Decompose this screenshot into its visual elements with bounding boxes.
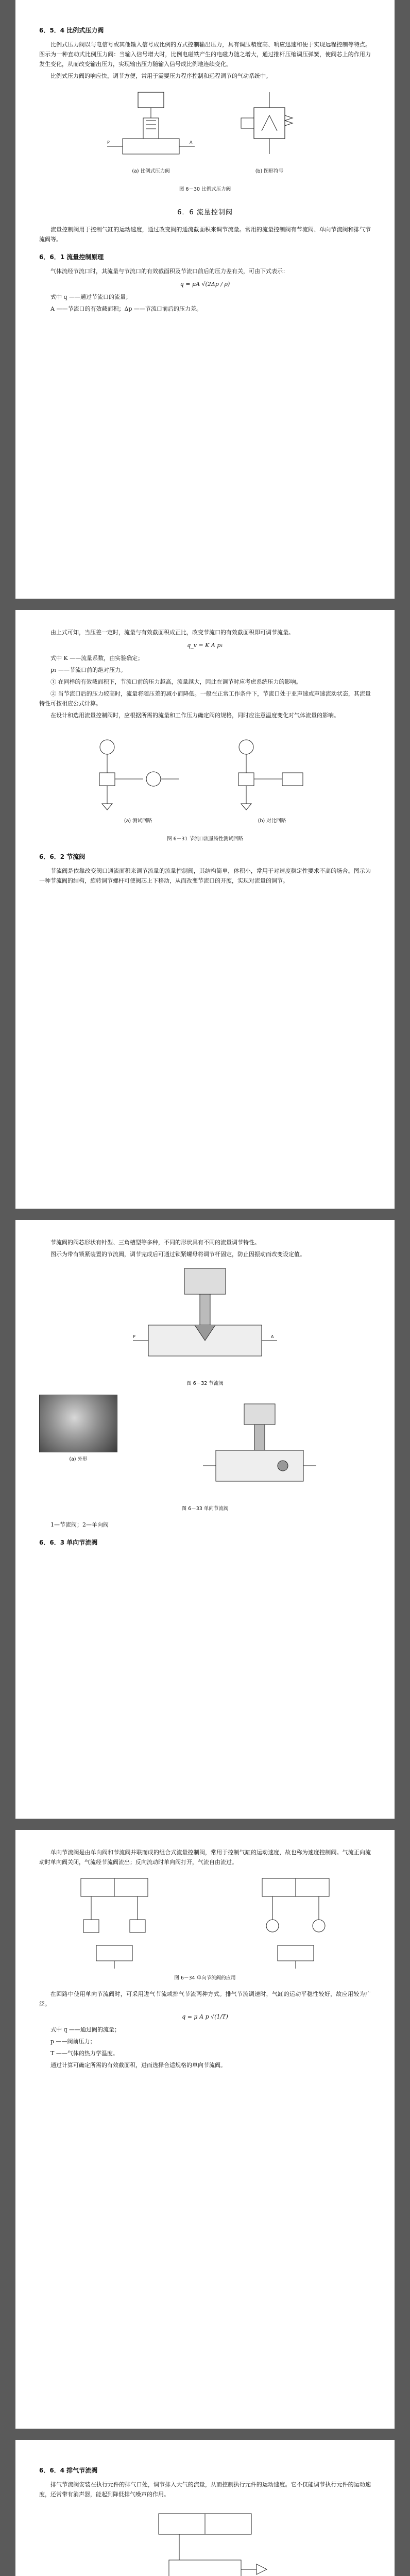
paragraph: 通过计算可确定所需的有效截面积，进而选择合适规格的单向节流阀。 [50, 2062, 226, 2069]
figure [220, 722, 323, 832]
section-heading: 6．6．4 排气节流阀 [39, 2467, 98, 2474]
application-circuit-b [236, 1873, 355, 1971]
test-circuit-diagram [87, 726, 190, 814]
paragraph: 比例式压力阀以与电信号或其他输入信号成比例的方式控制输出压力，具有调压精度高、响应迅速和便于实现远程控制等特点。图示为一种直动式比例压力阀：当输入信号增大时，比例电磁铁产生的电磁力随之增大，通过推杆压缩调压弹簧，使阀芯上的作用力发生变化，从而改变输出压力，实现输出压力随输入信号成比例地连续变化。 [39, 41, 371, 67]
figure-label: (b) 对比回路 [258, 818, 286, 824]
paragraph: 气体流经节流口时，其流量与节流口的有效截面积及节流口前后的压力差有关，可由下式表示： [50, 268, 288, 275]
figure [102, 83, 200, 182]
chapter-heading: 6．6 流量控制阀 [177, 209, 233, 216]
paragraph: A ——节流口的有效截面积；Δp ——节流口前后的压力差。 [50, 306, 202, 312]
valve-symbol [231, 87, 308, 164]
page-5 [15, 2440, 395, 2576]
paragraph: 排气节流阀安装在执行元件的排气口处，调节排入大气的流量，从而控制执行元件的运动速度。它不仅能调节执行元件的运动速度，还常带有消声器，能起到降低排气噪声的作用。 [39, 2481, 371, 2498]
paragraph: 在设计和选用流量控制阀时，应根据所需的流量和工作压力确定阀的规格，同时应注意温度变化对气体流量的影响。 [50, 712, 339, 719]
application-circuit-a [55, 1873, 174, 1971]
paragraph: ② 当节流口后的压力较高时，流量将随压差的减小而降低。一般在正常工作条件下，节流口处于亚声速或声速流动状态，其流量特性可按相应公式计算。 [39, 690, 371, 707]
section-heading: 6．6．1 流量控制原理 [39, 253, 104, 261]
paragraph: 在回路中使用单向节流阀时，可采用进气节流或排气节流两种方式。排气节流调速时，气缸的运动平稳性较好，故应用较为广泛。 [39, 1991, 371, 2007]
paragraph: 式中 K ——流量系数，由实验确定； [50, 655, 144, 662]
paragraph: 式中 q ——通过节流口的流量； [50, 294, 132, 300]
page-1 [15, 0, 395, 599]
paragraph: 流量控制阀用于控制气缸的运动速度，通过改变阀的通流截面积来调节流量。常用的流量控制阀有节流阀、单向节流阀和排气节流阀等。 [39, 226, 371, 243]
figure-row [39, 722, 371, 832]
figure [87, 722, 190, 832]
figure-label: (a) 外形 [69, 1456, 88, 1462]
figure-label: (b) 图形符号 [255, 168, 284, 174]
comparison-circuit-diagram [220, 726, 323, 814]
valve-diagram [102, 87, 200, 164]
paragraph: p₁ ——节流口前的绝对压力。 [50, 667, 126, 673]
figure-row [39, 1395, 371, 1502]
section-heading: 6．6．2 节流阀 [39, 853, 86, 860]
exhaust-valve-circuit [128, 2503, 282, 2576]
svg-text:P: P [133, 1334, 135, 1339]
figure [231, 83, 308, 182]
svg-text:P: P [107, 140, 110, 145]
paragraph: T ——气体的热力学温度。 [50, 2050, 118, 2057]
paragraph: 节流阀是依靠改变阀口通流面积来调节流量的流量控制阀，其结构简单，体积小，常用于对速度稳定性要求不高的场合。图示为一种节流阀的结构，旋转调节螺杆可使阀芯上下移动，从而改变节流口的开度，实现对流量的调节。 [39, 868, 371, 884]
paragraph: 比例式压力阀的响应快，调节方便，常用于需要压力程序控制和远程调节的气动系统中。 [50, 73, 271, 79]
figure-caption: 图 6－34 单向节流阀的应用 [174, 1975, 236, 1981]
figure-caption: 图 6－32 节流阀 [186, 1381, 224, 1386]
valve-photo [39, 1395, 117, 1452]
paragraph: 单向节流阀是由单向阀和节流阀并联而成的组合式流量控制阀，常用于控制气缸的运动速度，故也称为速度控制阀。气流正向流动时单向阀关闭，气流经节流阀流出；反向流动时单向阀打开，气流自由流过。 [39, 1849, 371, 1866]
svg-text:A: A [271, 1334, 274, 1339]
section-heading: 6．5．4 比例式压力阀 [39, 27, 104, 34]
one-way-throttle-valve-diagram [200, 1399, 319, 1502]
formula: q = μ A p √(1/T) [182, 2013, 228, 2020]
figure-row [39, 1869, 371, 1971]
figure-label: (a) 测试回路 [124, 818, 152, 824]
figure-caption: 图 6－33 单向节流阀 [181, 1506, 229, 1512]
figure-caption: 图 6－31 节流口流量特性测试回路 [167, 836, 243, 842]
figure-label: (a) 比例式压力阀 [132, 168, 170, 174]
formula: q = μA √(2Δp / ρ) [180, 281, 230, 287]
figure-row [39, 83, 371, 182]
figure-caption: 图 6－30 比例式压力阀 [179, 187, 231, 192]
paragraph: p ——阀前压力； [50, 2038, 96, 2045]
paragraph: 由上式可知，当压差一定时，流量与有效截面积成正比，改变节流口的有效截面积即可调节流量。 [50, 629, 294, 636]
paragraph: ① 在同样的有效截面积下，节流口前的压力越高，流量越大，因此在调节时应考虑系统压力的影响。 [50, 679, 302, 685]
paragraph: 节流阀的阀芯形状有针型、三角槽型等多种，不同的形状具有不同的流量调节特性。 [50, 1239, 260, 1246]
paragraph: 图示为带有锁紧装置的节流阀，调节完成后可通过锁紧螺母将调节杆固定，防止因振动而改变设定值。 [50, 1251, 305, 1258]
page-4 [15, 1830, 395, 2429]
formula: q_v = K A p₁ [187, 642, 223, 649]
page-3 [15, 1220, 395, 1819]
section-heading: 6．6．3 单向节流阀 [39, 1539, 98, 1546]
page-2 [15, 610, 395, 1209]
figure [39, 1395, 117, 1502]
throttle-valve-cross-section [128, 1263, 282, 1377]
svg-text:A: A [190, 140, 193, 145]
paragraph: 式中 q ——通过阀的流量； [50, 2026, 121, 2033]
paragraph: 1—节流阀；2—单向阀 [50, 1521, 109, 1528]
